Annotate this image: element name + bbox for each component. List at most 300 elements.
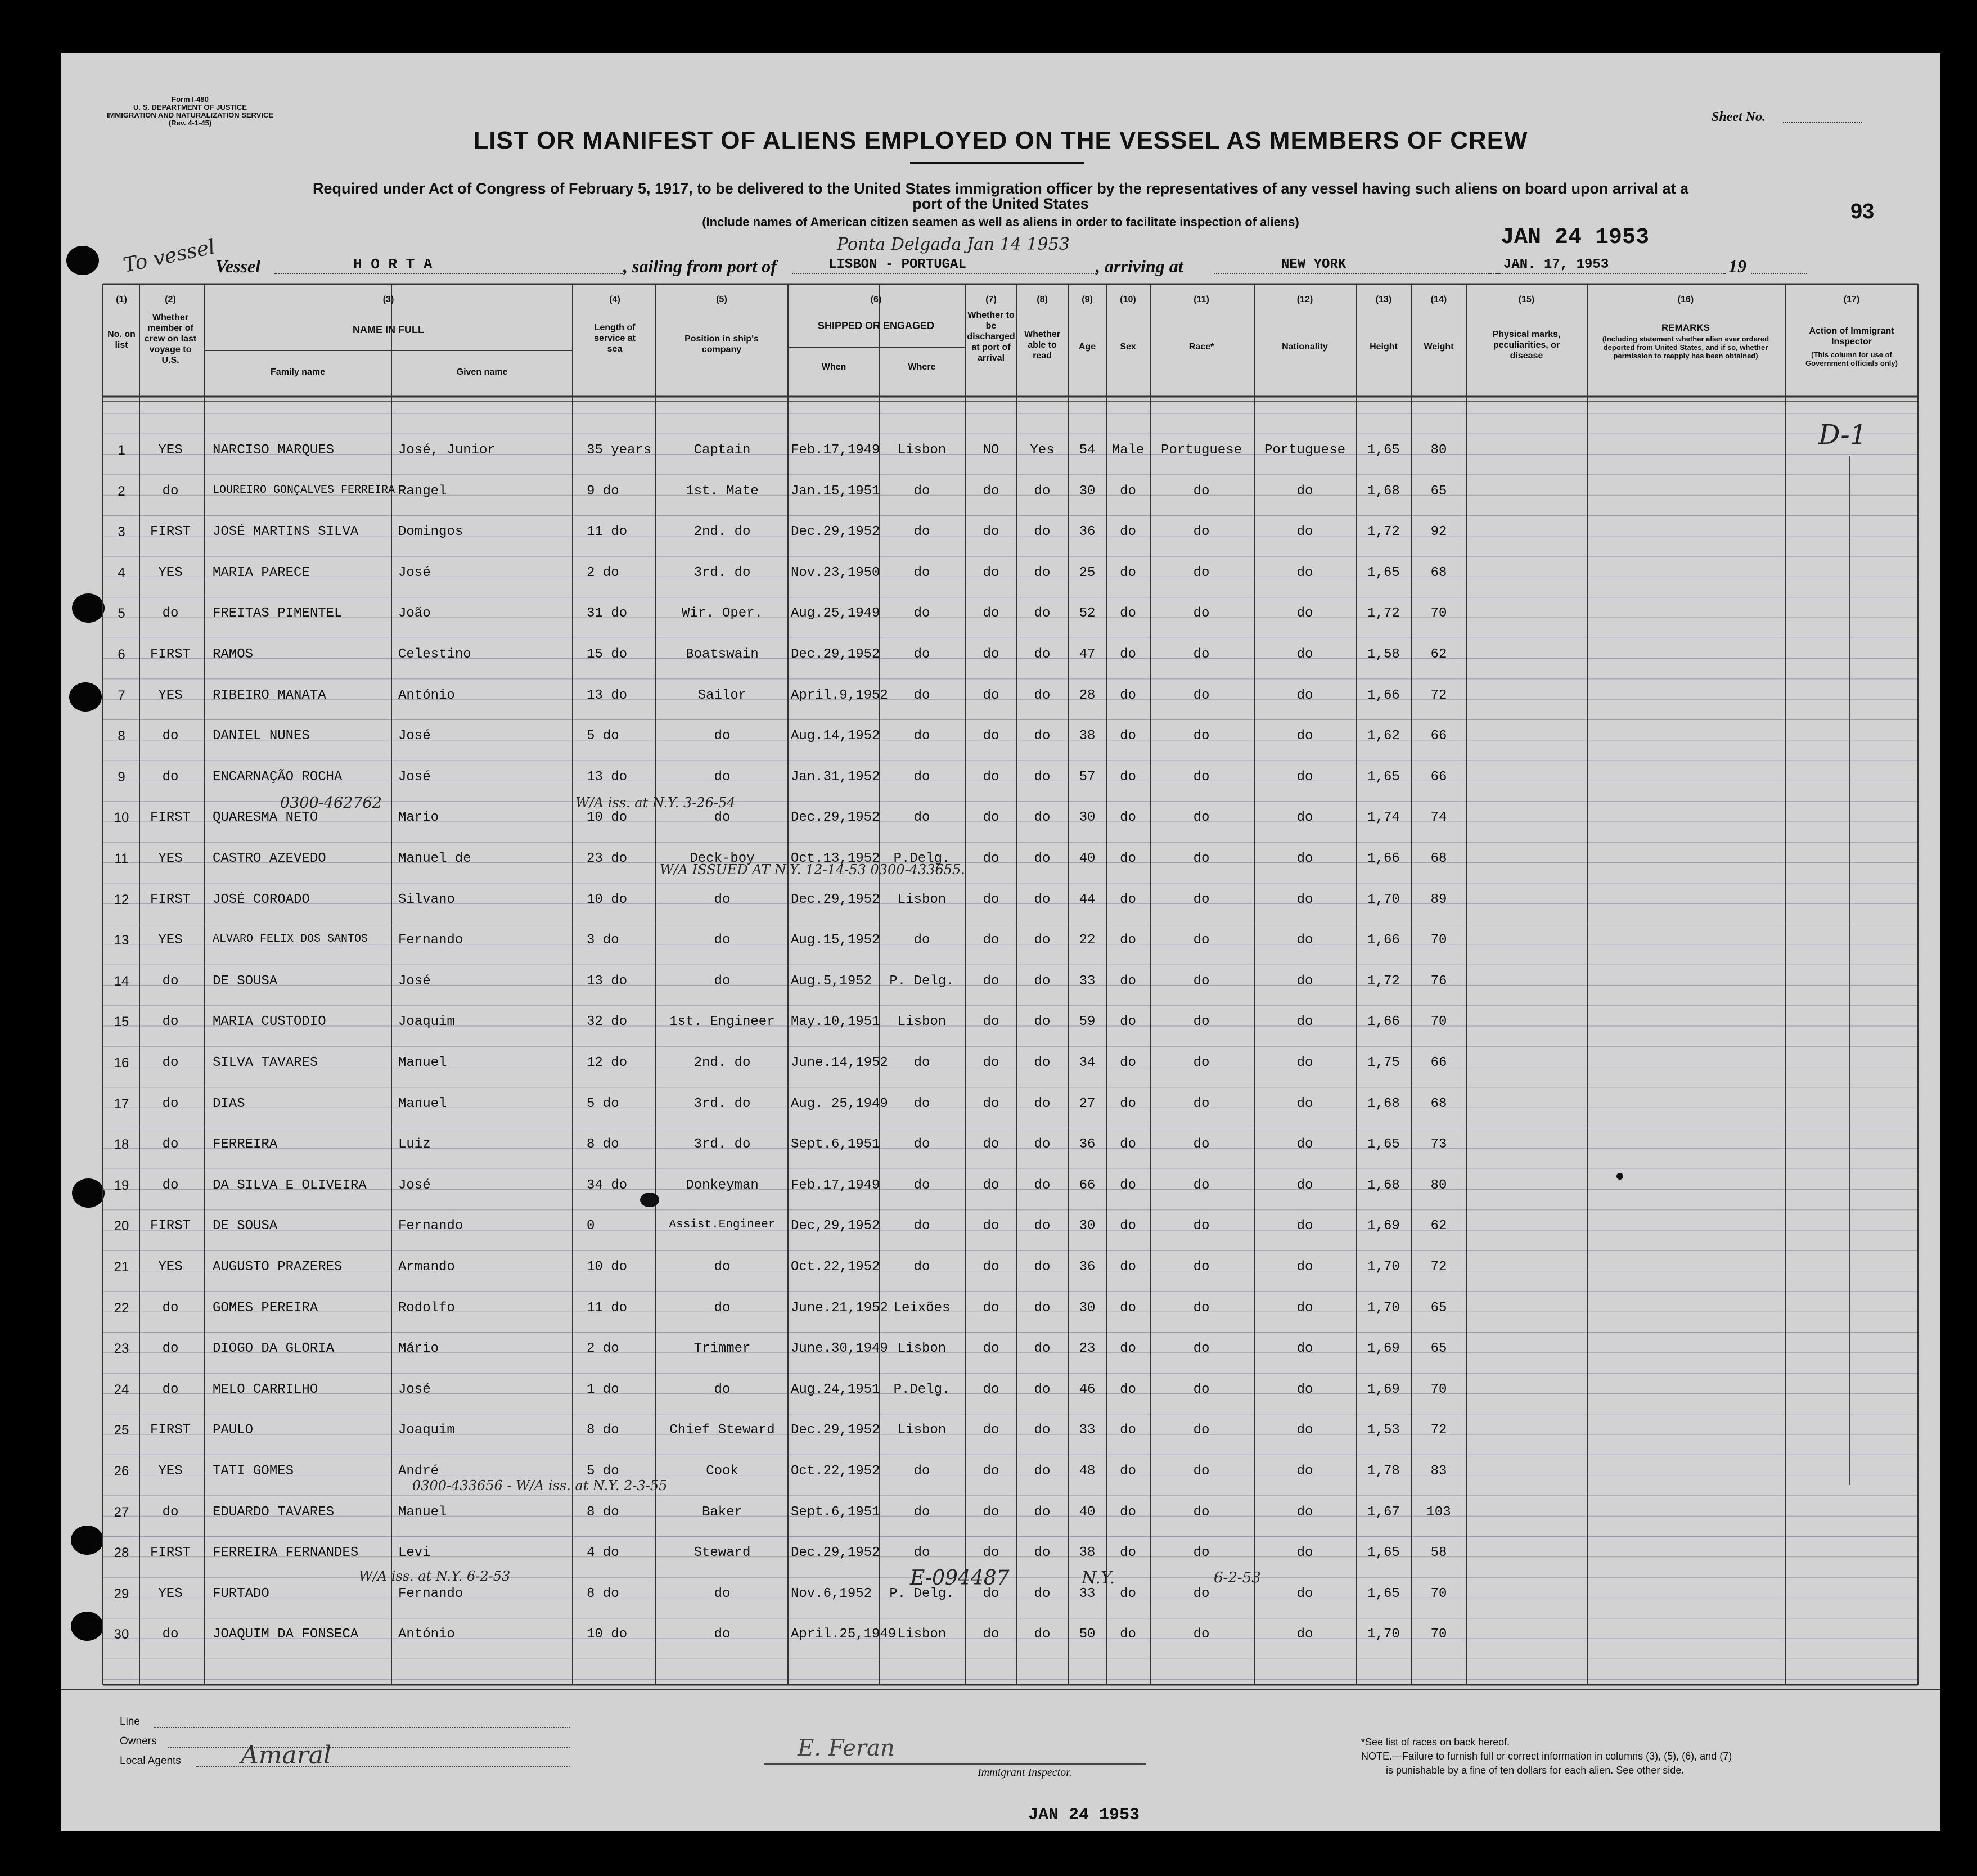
cell-disch: do [983, 483, 999, 499]
cell-given: António [398, 687, 455, 703]
cell-race: do [1193, 1504, 1210, 1520]
col-header: Height [1370, 342, 1398, 352]
cell-no: 9 [118, 769, 125, 785]
cell-age: 66 [1079, 1177, 1096, 1193]
cell-age: 52 [1079, 606, 1096, 622]
col-header: Length of service at sea [594, 323, 636, 354]
col-num: (13) [1375, 295, 1392, 304]
cell-weight: 70 [1430, 606, 1447, 622]
cell-given: José [398, 1382, 431, 1397]
cell-when: Feb.17,1949 [791, 1177, 880, 1193]
cell-service: 10 do [587, 1259, 628, 1275]
cell-service: 2 do [587, 565, 619, 581]
cell-sex: do [1120, 1341, 1136, 1357]
col-num: (1) [116, 295, 127, 304]
vessel-name: H O R T A [353, 256, 433, 273]
form-line: U. S. DEPARTMENT OF JUSTICE [133, 103, 247, 111]
cell-sex: do [1120, 565, 1136, 581]
cell-disch: do [983, 1096, 999, 1112]
cell-position: Captain [693, 443, 751, 458]
cell-family: MARIA PARECE [213, 565, 310, 581]
cell-height: 1,53 [1367, 1423, 1400, 1438]
cell-where: P.Delg. [893, 1382, 951, 1397]
cell-last: do [162, 483, 179, 499]
col-num: (9) [1082, 295, 1093, 304]
cell-nat: do [1296, 1137, 1313, 1153]
cell-when: Jan.31,1952 [791, 769, 880, 785]
cell-nat: do [1296, 1586, 1313, 1601]
cell-service: 35 years [587, 443, 652, 458]
cell-sex: do [1120, 851, 1136, 866]
cell-race: do [1193, 810, 1210, 826]
cell-service: 0 [587, 1218, 595, 1234]
cell-age: 36 [1079, 524, 1096, 540]
cell-disch: do [983, 565, 999, 581]
cell-last: FIRST [150, 892, 191, 907]
col-num: (2) [165, 295, 176, 304]
cell-given: José [398, 565, 431, 581]
cell-last: FIRST [150, 1545, 191, 1561]
cell-last: do [162, 1096, 179, 1112]
action-line [1849, 456, 1850, 1485]
cell-disch: do [983, 1341, 999, 1357]
cell-race: do [1193, 1218, 1210, 1234]
cell-race: do [1193, 1341, 1210, 1357]
cell-weight: 66 [1430, 769, 1447, 785]
cell-position: Baker [701, 1504, 742, 1520]
arriving-label: , arriving at [1096, 256, 1183, 276]
cell-service: 23 do [587, 851, 628, 866]
cell-last: YES [158, 443, 183, 458]
cell-age: 25 [1079, 565, 1096, 581]
cell-disch: do [983, 892, 999, 907]
col-num: (12) [1296, 295, 1313, 304]
cell-service: 10 do [587, 810, 628, 826]
cell-service: 15 do [587, 647, 628, 662]
cell-family: FREITAS PIMENTEL [213, 606, 343, 622]
cell-when: Nov.6,1952 [791, 1586, 872, 1601]
cell-nat: do [1296, 892, 1313, 907]
cell-where: do [913, 728, 930, 744]
cell-when: Dec.29,1952 [791, 810, 880, 826]
cell-position: do [714, 892, 731, 907]
cell-position: 1st. Mate [686, 483, 759, 499]
cell-nat: do [1296, 728, 1313, 744]
cell-when: Dec.29,1952 [791, 647, 880, 662]
cell-given: Silvano [398, 892, 455, 907]
cell-family: MARIA CUSTODIO [213, 1014, 326, 1030]
year-label: 19 [1728, 256, 1746, 276]
cell-race: do [1193, 1545, 1210, 1561]
cell-nat: do [1296, 524, 1313, 540]
cell-sex: do [1120, 1423, 1136, 1438]
form-line: IMMIGRATION AND NATURALIZATION SERVICE [106, 111, 274, 119]
footer-note: is punishable by a fine of ten dollars for each alien. See other side. [1386, 1765, 1685, 1776]
cell-disch: do [983, 769, 999, 785]
cell-sex: do [1120, 1055, 1136, 1070]
cell-no: 23 [114, 1341, 129, 1357]
cell-age: 40 [1079, 1504, 1096, 1520]
cell-given: António [398, 1627, 455, 1643]
cell-nat: do [1296, 973, 1313, 989]
cell-race: do [1193, 1382, 1210, 1397]
vessel-label: Vessel [215, 256, 260, 276]
cell-race: do [1193, 524, 1210, 540]
cell-position: Trimmer [693, 1341, 751, 1357]
col-num: (10) [1120, 295, 1136, 304]
cell-service: 11 do [587, 1300, 628, 1316]
cell-when: Dec.29,1952 [791, 1423, 880, 1438]
cell-read: do [1034, 728, 1051, 744]
cell-given: José [398, 728, 431, 744]
cell-sex: do [1120, 524, 1136, 540]
cell-where: Lisbon [897, 1014, 947, 1030]
cell-family: NARCISO MARQUES [213, 443, 335, 458]
cell-disch: do [983, 1586, 999, 1601]
cell-service: 9 do [587, 483, 619, 499]
footer-line-label: Line [120, 1716, 140, 1727]
cell-given: João [398, 606, 431, 622]
cell-where: do [913, 1545, 930, 1561]
cell-weight: 92 [1430, 524, 1447, 540]
annotation: 0300-433656 - W/A iss. at N.Y. 2-3-55 [412, 1478, 668, 1493]
cell-where: do [913, 1504, 930, 1520]
col-num: (11) [1194, 295, 1209, 304]
cell-last: YES [158, 1464, 183, 1479]
cell-race: do [1193, 565, 1210, 581]
cell-given: Fernando [398, 1218, 463, 1234]
cell-family: DE SOUSA [213, 1218, 278, 1234]
cell-family: DA SILVA E OLIVEIRA [213, 1177, 367, 1193]
sheet-number: 93 [1850, 200, 1875, 223]
cell-disch: do [983, 687, 999, 703]
cell-where: do [913, 1259, 930, 1275]
cell-nat: do [1296, 1545, 1313, 1561]
cell-position: Cook [706, 1464, 738, 1479]
cell-nat: do [1296, 851, 1313, 866]
cell-service: 31 do [587, 606, 628, 622]
cell-no: 26 [114, 1464, 129, 1479]
cell-last: do [162, 1137, 179, 1153]
cell-position: 2nd. do [693, 524, 751, 540]
cell-read: do [1034, 483, 1051, 499]
cell-disch: do [983, 933, 999, 948]
cell-weight: 58 [1430, 1545, 1447, 1561]
cell-last: do [162, 606, 179, 622]
cell-given: Armando [398, 1259, 455, 1275]
cell-race: do [1193, 606, 1210, 622]
cell-last: do [162, 769, 179, 785]
cell-sex: do [1120, 892, 1136, 907]
cell-race: do [1193, 1014, 1210, 1030]
cell-where: P.Delg. [893, 851, 951, 866]
cell-no: 22 [114, 1300, 129, 1316]
cell-read: do [1034, 1504, 1051, 1520]
cell-age: 27 [1079, 1096, 1096, 1112]
cell-last: YES [158, 933, 183, 948]
cell-family: MELO CARRILHO [213, 1382, 318, 1397]
cell-service: 11 do [587, 524, 628, 540]
col-num: (6) [870, 295, 882, 304]
cell-age: 36 [1079, 1137, 1096, 1153]
cell-no: 4 [118, 565, 125, 581]
cell-disch: do [983, 1137, 999, 1153]
cell-age: 33 [1079, 1586, 1096, 1601]
cell-given: Manuel de [398, 851, 471, 866]
cell-no: 8 [118, 728, 125, 744]
cell-sex: do [1120, 1096, 1136, 1112]
cell-read: do [1034, 1055, 1051, 1070]
cell-given: José, Junior [398, 443, 496, 458]
cell-last: do [162, 728, 179, 744]
cell-weight: 80 [1430, 1177, 1447, 1193]
cell-sex: do [1120, 647, 1136, 662]
cell-where: do [913, 524, 930, 540]
cell-height: 1,68 [1367, 1177, 1400, 1193]
cell-age: 28 [1079, 687, 1096, 703]
cell-service: 8 do [587, 1586, 619, 1601]
col-header: Weight [1424, 342, 1454, 352]
cell-height: 1,69 [1367, 1218, 1400, 1234]
cell-height: 1,66 [1367, 933, 1400, 948]
form-line: (Rev. 4-1-45) [168, 119, 212, 127]
cell-height: 1,58 [1367, 647, 1400, 662]
cell-read: do [1034, 647, 1051, 662]
cell-when: June.30,1949 [791, 1341, 888, 1357]
cell-age: 30 [1079, 810, 1096, 826]
cell-given: Manuel [398, 1096, 447, 1112]
cell-age: 40 [1079, 851, 1096, 866]
agents-signature: Amaral [241, 1741, 332, 1770]
cell-read: do [1034, 524, 1051, 540]
cell-sex: do [1120, 810, 1136, 826]
cell-position: Donkeyman [686, 1177, 759, 1193]
col-header: Race* [1188, 342, 1214, 352]
cell-family: AUGUSTO PRAZERES [213, 1259, 343, 1275]
cell-when: Nov.23,1950 [791, 565, 880, 581]
cell-family: DIAS [213, 1096, 245, 1112]
cell-nat: do [1296, 565, 1313, 581]
cell-race: do [1193, 933, 1210, 948]
cell-nat: do [1296, 1177, 1313, 1193]
cell-disch: do [983, 1055, 999, 1070]
cell-weight: 65 [1430, 1300, 1447, 1316]
cell-position: do [714, 728, 731, 744]
cell-read: do [1034, 851, 1051, 866]
cell-when: Oct.22,1952 [791, 1259, 880, 1275]
cell-age: 34 [1079, 1055, 1096, 1070]
cell-nat: do [1296, 1300, 1313, 1316]
handwritten-port: Ponta Delgada Jan 14 1953 [837, 235, 1070, 254]
cell-age: 50 [1079, 1627, 1096, 1643]
cell-when: May.10,1951 [791, 1014, 880, 1030]
cell-age: 30 [1079, 1300, 1096, 1316]
cell-no: 25 [114, 1423, 129, 1438]
cell-sex: do [1120, 973, 1136, 989]
cell-sex: do [1120, 1014, 1136, 1030]
cell-disch: do [983, 973, 999, 989]
col-subheader: Given name [456, 367, 508, 377]
cell-service: 3 do [587, 933, 619, 948]
cell-service: 5 do [587, 728, 619, 744]
cell-disch: do [983, 1259, 999, 1275]
cell-position: Deck-boy [690, 851, 755, 866]
cell-where: Lisbon [897, 1341, 947, 1357]
col-header: Action of Immigrant Inspector [1809, 326, 1894, 347]
cell-disch: do [983, 1382, 999, 1397]
annotation: 6-2-53 [1214, 1569, 1261, 1586]
cell-disch: do [983, 1177, 999, 1193]
cell-age: 54 [1079, 443, 1096, 458]
cell-age: 33 [1079, 1423, 1096, 1438]
cell-nat: do [1296, 647, 1313, 662]
cell-age: 22 [1079, 933, 1096, 948]
cell-age: 57 [1079, 769, 1096, 785]
cell-where: do [913, 1055, 930, 1070]
cell-weight: 68 [1430, 565, 1447, 581]
cell-race: do [1193, 1423, 1210, 1438]
annotation: N.Y. [1082, 1568, 1115, 1588]
cell-nat: do [1296, 1341, 1313, 1357]
cell-weight: 62 [1430, 647, 1447, 662]
cell-sex: Male [1111, 443, 1145, 458]
cell-family: FERREIRA [213, 1137, 278, 1153]
cell-read: do [1034, 1177, 1051, 1193]
cell-family: TATI GOMES [213, 1464, 294, 1479]
cell-height: 1,70 [1367, 1627, 1400, 1643]
cell-no: 7 [118, 687, 125, 703]
cell-sex: do [1120, 1218, 1136, 1234]
cell-last: YES [158, 1259, 183, 1275]
col-num: (8) [1037, 295, 1048, 304]
cell-race: do [1193, 769, 1210, 785]
annotation: W/A ISSUED AT N.Y. 12-14-53 0300-433655. [660, 862, 965, 878]
cell-nat: do [1296, 1464, 1313, 1479]
cell-height: 1,70 [1367, 892, 1400, 907]
cell-when: Oct.13,1952 [791, 851, 880, 866]
col-header: Whether to be discharged at port of arrival [967, 311, 1015, 363]
cell-where: do [913, 606, 930, 622]
cell-no: 21 [114, 1259, 129, 1275]
cell-position: Assist.Engineer [669, 1218, 776, 1232]
cell-disch: do [983, 851, 999, 866]
col-header: Nationality [1282, 342, 1328, 352]
cell-height: 1,78 [1367, 1464, 1400, 1479]
cell-service: 1 do [587, 1382, 619, 1397]
cell-given: Manuel [398, 1055, 447, 1070]
cell-weight: 70 [1430, 933, 1447, 948]
cell-height: 1,70 [1367, 1259, 1400, 1275]
cell-when: Aug. 25,1949 [791, 1096, 888, 1112]
cell-race: do [1193, 1137, 1210, 1153]
cell-race: do [1193, 1464, 1210, 1479]
cell-read: do [1034, 892, 1051, 907]
cell-nat: do [1296, 810, 1313, 826]
cell-race: do [1193, 1586, 1210, 1601]
cell-nat: do [1296, 769, 1313, 785]
cell-sex: do [1120, 1382, 1136, 1397]
cell-position: do [714, 810, 731, 826]
cell-nat: do [1296, 1014, 1313, 1030]
cell-where: do [913, 933, 930, 948]
cell-service: 8 do [587, 1504, 619, 1520]
cell-where: do [913, 687, 930, 703]
cell-given: José [398, 1177, 431, 1193]
cell-when: Jan.15,1951 [791, 483, 880, 499]
cell-weight: 62 [1430, 1218, 1447, 1234]
cell-read: do [1034, 1218, 1051, 1234]
cell-nat: do [1296, 483, 1313, 499]
sailing-label: , sailing from port of [623, 256, 777, 276]
cell-service: 13 do [587, 769, 628, 785]
cell-family: SILVA TAVARES [213, 1055, 318, 1070]
col-header: Position in ship's company [684, 334, 759, 354]
cell-sex: do [1120, 483, 1136, 499]
cell-family: DIOGO DA GLORIA [213, 1341, 335, 1357]
inspector-signature: E. Feran [798, 1735, 895, 1761]
col-header: REMARKS [1661, 322, 1710, 333]
cell-weight: 65 [1430, 1341, 1447, 1357]
cell-sex: do [1120, 728, 1136, 744]
annotation: W/A iss. at N.Y. 3-26-54 [575, 795, 736, 811]
cell-sex: do [1120, 687, 1136, 703]
bottom-stamp: JAN 24 1953 [1028, 1806, 1140, 1825]
cell-family: JOAQUIM DA FONSECA [213, 1627, 359, 1643]
cell-last: do [162, 1300, 179, 1316]
cell-read: do [1034, 1627, 1051, 1643]
cell-nat: do [1296, 1055, 1313, 1070]
subtitle-line: port of the United States [912, 195, 1089, 212]
footer-note: NOTE.—Failure to furnish full or correct information in columns (3), (5), (6), and (7) [1361, 1751, 1732, 1762]
cell-read: do [1034, 687, 1051, 703]
cell-age: 59 [1079, 1014, 1096, 1030]
cell-position: Sailor [697, 687, 747, 703]
cell-race: do [1193, 647, 1210, 662]
col-num: (17) [1843, 295, 1860, 304]
cell-position: do [714, 1300, 731, 1316]
cell-given: Domingos [398, 524, 463, 540]
cell-position: 3rd. do [693, 565, 751, 581]
cell-disch: do [983, 1014, 999, 1030]
cell-height: 1,66 [1367, 851, 1400, 866]
cell-race: do [1193, 1177, 1210, 1193]
cell-height: 1,72 [1367, 973, 1400, 989]
cell-position: do [714, 1627, 731, 1643]
cell-service: 5 do [587, 1464, 619, 1479]
col-header: NAME IN FULL [353, 324, 424, 335]
cell-nat: do [1296, 933, 1313, 948]
cell-weight: 89 [1430, 892, 1447, 907]
cell-read: do [1034, 1014, 1051, 1030]
cell-sex: do [1120, 1464, 1136, 1479]
cell-when: Aug.5,1952 [791, 973, 872, 989]
cell-weight: 72 [1430, 1259, 1447, 1275]
cell-age: 38 [1079, 1545, 1096, 1561]
col-num: (7) [985, 295, 997, 304]
cell-read: do [1034, 933, 1051, 948]
cell-weight: 72 [1430, 687, 1447, 703]
cell-weight: 74 [1430, 810, 1447, 826]
cell-read: do [1034, 1382, 1051, 1397]
cell-age: 23 [1079, 1341, 1096, 1357]
sheet-label: Sheet No. [1712, 110, 1766, 124]
cell-where: do [913, 565, 930, 581]
col-header: Physical marks, peculiarities, or disease [1492, 330, 1561, 361]
cell-disch: do [983, 1423, 999, 1438]
cell-last: FIRST [150, 1218, 191, 1234]
cell-no: 27 [114, 1504, 129, 1520]
cell-read: do [1034, 1259, 1051, 1275]
